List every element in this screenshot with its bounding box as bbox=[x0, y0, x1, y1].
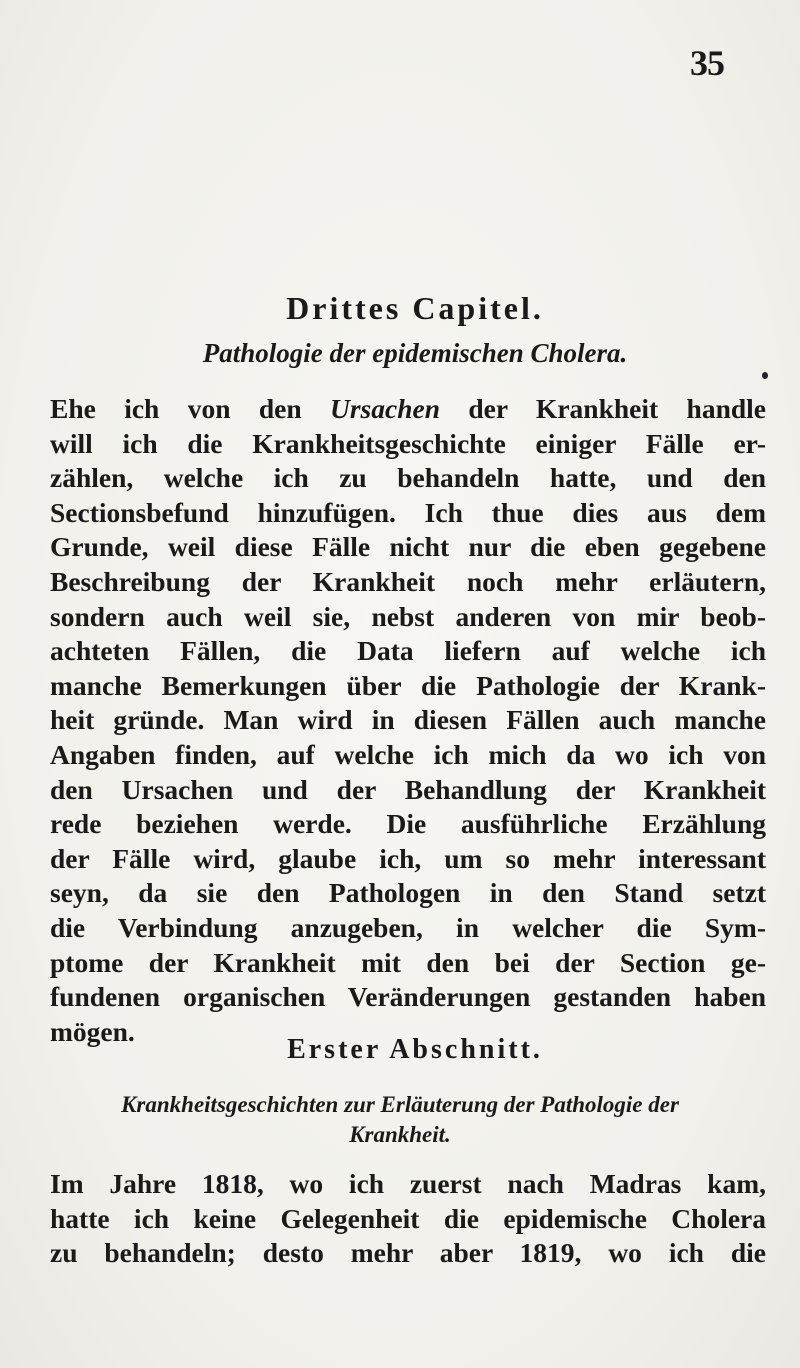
chapter-subtitle: Pathologie der epidemischen Cholera. bbox=[202, 338, 628, 368]
text-line: ptome der Krankheit mit den bei der Section ge- bbox=[50, 946, 766, 978]
page-number: 35 bbox=[690, 43, 724, 83]
text-line: mögen. bbox=[50, 1015, 135, 1047]
text-line: Beschreibung der Krankheit noch mehr erläutern, bbox=[50, 565, 766, 597]
text-line: zählen, welche ich zu behandeln hatte, und den bbox=[50, 462, 766, 494]
text-line: Angaben finden, auf welche ich mich da wo ich von bbox=[50, 738, 766, 770]
text-line: hatte ich keine Gelegenheit die epidemische Cholera bbox=[50, 1202, 766, 1234]
section-subtitle: Krankheitsgeschichten zur Erläuterung der Pathologie der Krankheit. bbox=[121, 1092, 679, 1147]
text-line: Sectionsbefund hinzufügen. Ich thue dies aus dem bbox=[50, 496, 766, 528]
text-line: achteten Fällen, die Data liefern auf welche ich bbox=[50, 635, 766, 667]
text-line: zu behandeln; desto mehr aber 1819, wo ich die bbox=[50, 1237, 766, 1269]
text-line: den Ursachen und der Behandlung der Krankheit bbox=[50, 773, 766, 805]
text-line: der Fälle wird, glaube ich, um so mehr interessant bbox=[50, 842, 766, 874]
text-line: heit gründe. Man wird in diesen Fällen auch manche bbox=[50, 704, 766, 736]
text-line: Im Jahre 1818, wo ich zuerst nach Madras kam, bbox=[50, 1168, 766, 1199]
emphasis-word: Ursachen bbox=[330, 393, 441, 424]
text-line: will ich die Krankheitsgeschichte einiger Fälle er- bbox=[50, 427, 766, 459]
chapter-title: Drittes Capitel. bbox=[286, 290, 544, 326]
text-line: fundenen organischen Veränderungen gestanden haben bbox=[50, 981, 766, 1013]
text-line: sondern auch weil sie, nebst anderen von mir beob- bbox=[50, 600, 766, 632]
ink-speck bbox=[762, 372, 768, 379]
paragraph-intro bbox=[50, 392, 766, 1049]
text-line: rede beziehen werde. Die ausführliche Erzählung bbox=[50, 808, 766, 840]
section-title: Erster Abschnitt. bbox=[287, 1034, 543, 1065]
text-line: Ehe ich von den Ursachen der Krankheit handle bbox=[50, 393, 767, 424]
text-line: manche Bemerkungen über die Pathologie der Krank- bbox=[50, 669, 766, 701]
text-line: die Verbindung anzugeben, in welcher die Sym- bbox=[50, 911, 766, 943]
text-line: Grunde, weil diese Fälle nicht nur die eben gegebene bbox=[50, 531, 766, 563]
text-line: seyn, da sie den Pathologen in den Stand setzt bbox=[50, 877, 766, 909]
paragraph-case-intro bbox=[50, 1167, 766, 1271]
